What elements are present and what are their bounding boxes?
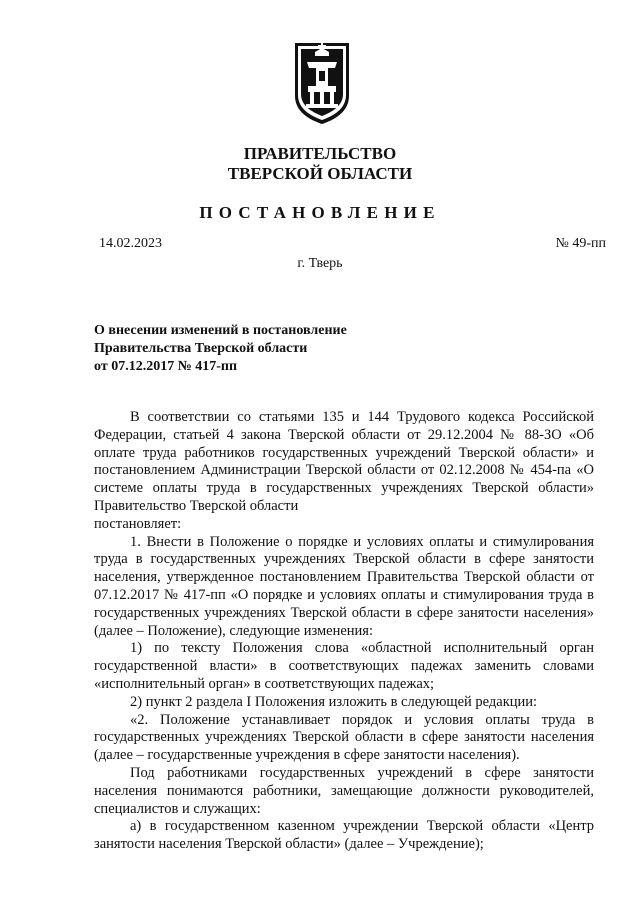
- paragraph-subitem-1: 1) по тексту Положения слова «областной исполнительный орган государственной власти» в соответствующих падежах заменить словами «исполнительный орган» в соответствующих падежах;: [94, 640, 594, 692]
- subject-line: от 07.12.2017 № 417-пп: [94, 359, 238, 374]
- government-name-line2: ТВЕРСКОЙ ОБЛАСТИ: [227, 164, 413, 183]
- paragraph-quote-2: «2. Положение устанавливает порядок и условия оплаты труда в государственных учреждениях Тверской области в сфере занятости населения (далее – государственные учреждения в сфере занятости населения).: [94, 711, 594, 764]
- document-body: [94, 409, 594, 854]
- coat-of-arms-emblem: [292, 40, 352, 126]
- subject-line: Правительства Тверской области: [94, 341, 308, 356]
- paragraph-subitem-2: 2) пункт 2 раздела I Положения изложить в следующей редакции:: [130, 693, 538, 710]
- paragraph-resolves: постановляет:: [94, 515, 182, 532]
- document-subject: [94, 322, 347, 376]
- document-type: ПОСТАНОВЛЕНИЕ: [199, 203, 441, 222]
- paragraph-workers: Под работниками государственных учреждений в сфере занятости населения понимаются работники, замещающие должности руководителей, специалистов и служащих:: [94, 764, 594, 817]
- paragraph-item-1: 1. Внести в Положение о порядке и условиях оплаты и стимулирования труда в государственных учреждениях Тверской области в сфере занятости населения, утвержденное постановлением Правительства Тверской области от 07.12.2017 № 417-пп «О порядке и условиях оплаты и стимулирования труда в государственных учреждениях Тверской области в сфере занятости населения» (далее – Положение), следующие изменения:: [94, 533, 594, 639]
- paragraph-preamble: В соответствии со статьями 135 и 144 Трудового кодекса Российской Федерации, статьей 4 закона Тверской области от 29.12.2004 № 88-ЗО «Об оплате труда работников государственных учреждений Тверской области» и постановлением Администрации Тверской области от 02.12.2008 № 454-па «О системе оплаты труда в государственных учреждениях Тверской области» Правительство Тверской области: [94, 409, 594, 514]
- document-date: 14.02.2023: [99, 236, 162, 251]
- subject-line: О внесении изменений в постановление: [94, 323, 347, 338]
- document-city: г. Тверь: [297, 256, 343, 271]
- government-name-line1: ПРАВИТЕЛЬСТВО: [243, 144, 397, 163]
- paragraph-subitem-a: а) в государственном казенном учреждении Тверской области «Центр занятости населения Тверской области» (далее – Учреждение);: [94, 818, 594, 853]
- document-number: № 49-пп: [555, 236, 606, 251]
